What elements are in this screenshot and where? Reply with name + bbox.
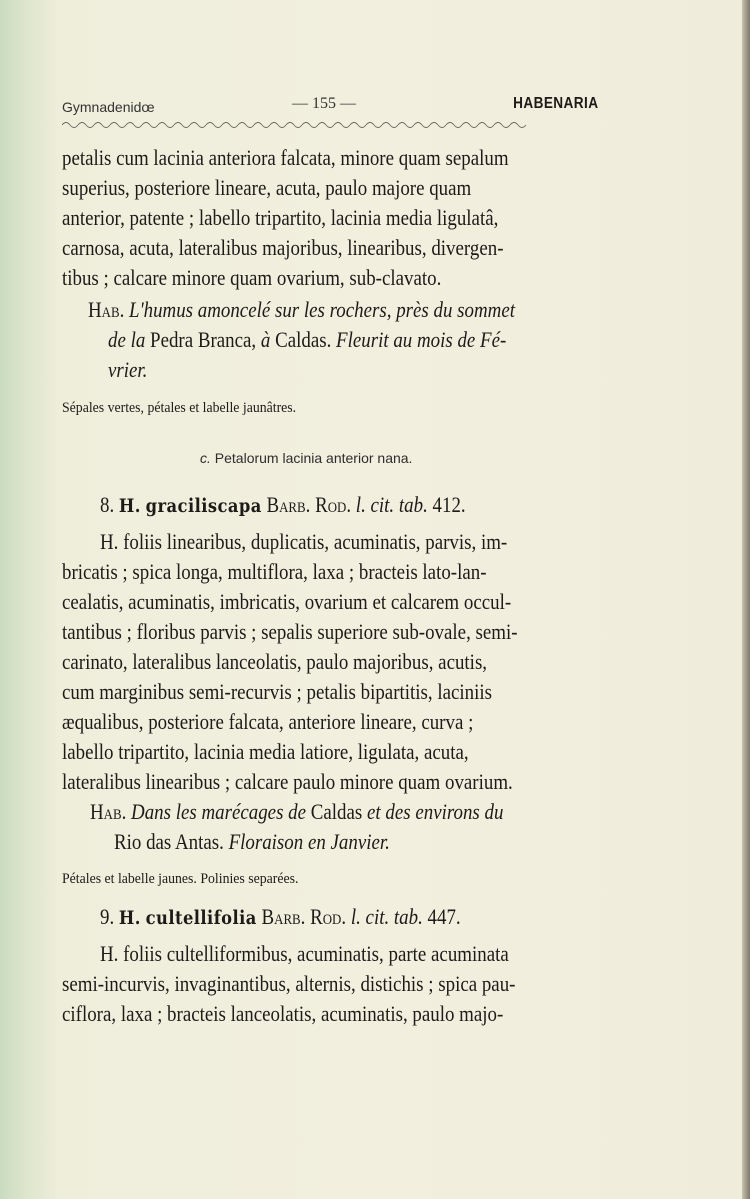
running-header (62, 93, 598, 117)
hab8-label: Hab. (90, 799, 127, 824)
hab8-locality: Caldas (310, 799, 363, 824)
header-family: Gymnadenidœ (62, 99, 155, 115)
hab8-line-1: Hab. Dans les marécages de Caldas et des environs du (90, 799, 504, 824)
desc7-line-3: anterior, patente ; labello tripartito, lacinia media ligulatâ, (62, 205, 499, 230)
species-8-heading: 8. H. graciliscapa Barb. Rod. l. cit. tab. 412. (100, 492, 466, 517)
note8: Pétales et labelle jaunes. Polinies separées. (62, 871, 299, 887)
species-9-epithet: cultellifolia (145, 907, 257, 929)
species-8-epithet: graciliscapa (145, 495, 262, 517)
desc8-line-9: lateralibus linearibus ; calcare paulo minore quam ovarium. (62, 769, 513, 794)
page-edge (742, 0, 750, 1199)
desc8-line-4: tantibus ; floribus parvis ; sepalis superiore sub-ovale, semi- (62, 619, 518, 644)
hab7-line-3: vrier. (108, 357, 148, 382)
desc9-line-2: semi-incurvis, invaginantibus, alternis, distichis ; spica pau- (62, 971, 516, 996)
hab7-line-1 (88, 296, 515, 324)
desc8-line-1: H. foliis linearibus, duplicatis, acuminatis, parvis, im- (100, 529, 508, 554)
desc8-line-7: æqualibus, posteriore falcata, anteriore lineare, curva ; (62, 709, 474, 734)
desc8-line-6: cum marginibus semi-recurvis ; petalis bipartitis, laciniis (62, 679, 492, 704)
header-page-number: — 155 — (292, 95, 356, 112)
desc7-line-1: petalis cum lacinia anteriora falcata, minore quam sepalum (62, 145, 509, 170)
desc9-line-3: ciflora, laxa ; bracteis lanceolatis, acuminatis, paulo majo- (62, 1001, 504, 1026)
header-genus: HABENARIA (512, 95, 598, 112)
hab7-text-1: L'humus amoncelé sur les rochers, près du sommet (129, 297, 515, 322)
species-9-number: 9. (100, 904, 115, 929)
header-wavy-rule (62, 117, 532, 131)
desc8-line-8: labello tripartito, lacinia media latiore, ligulata, acuta, (62, 739, 469, 764)
variety-c: c. Petalorum lacinia anterior nana. (200, 450, 413, 466)
desc8-line-5: carinato, lateralibus lanceolatis, paulo majoribus, acutis, (62, 649, 488, 674)
desc8-line-3: cealatis, acuminatis, imbricatis, ovarium et calcarem occul- (62, 589, 512, 614)
hab7-locality: Pedra Branca, (150, 327, 257, 352)
hab8-line-2: Rio das Antas. Floraison en Janvier. (114, 829, 390, 854)
hab7-line-2: de la Pedra Branca, à Caldas. Fleurit au mois de Fé- (108, 327, 507, 352)
hab7-label: Hab. (88, 297, 125, 322)
desc9-line-1: H. foliis cultelliformibus, acuminatis, parte acuminata (100, 941, 509, 966)
desc7-line-4: carnosa, acuta, lateralibus majoribus, linearibus, divergen- (62, 235, 504, 260)
desc7-line-2: superius, posteriore lineare, acuta, paulo majore quam (62, 175, 472, 200)
note7: Sépales vertes, pétales et labelle jaunâtres. (62, 400, 297, 416)
species-8-number: 8. (100, 492, 115, 517)
desc8-line-2: bricatis ; spica longa, multiflora, laxa ; bracteis lato-lan- (62, 559, 487, 584)
species-9-heading: 9. H. cultellifolia Barb. Rod. l. cit. tab. 447. (100, 904, 461, 929)
desc7-line-5: tibus ; calcare minore quam ovarium, sub-clavato. (62, 265, 442, 290)
